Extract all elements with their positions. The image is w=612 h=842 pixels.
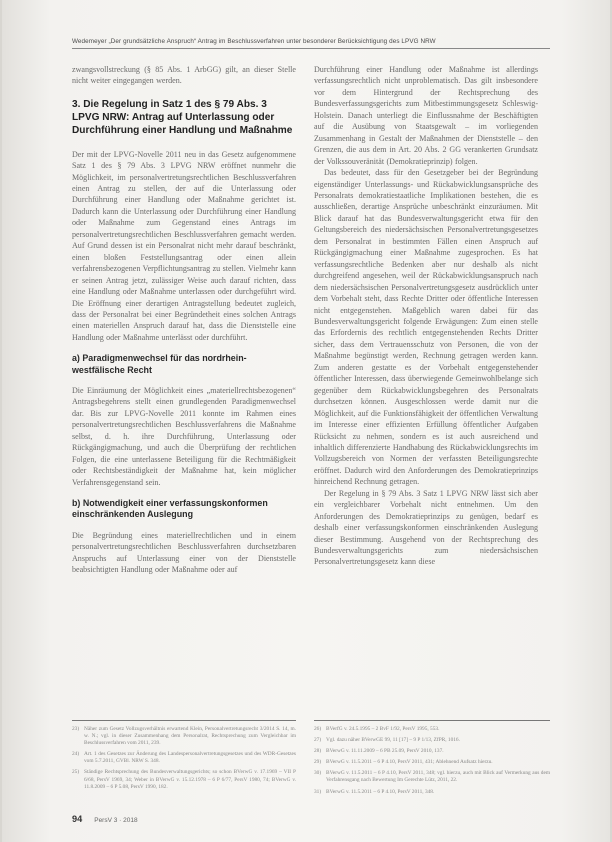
footnote — [314, 759, 550, 766]
subsection-heading: a) Paradigmenwechsel für das nordrhein-westfälische Recht — [72, 353, 247, 375]
text-column-right — [314, 64, 538, 568]
footnote — [314, 748, 550, 755]
footnote-number: 25) — [72, 769, 80, 776]
journal-issue: PersV 3 · 2018 — [94, 817, 138, 824]
footnote-text: BVerfG v. 24.5.1995 – 2 BvF 1/92, PersV 1995, 553. — [326, 726, 440, 732]
footnote-rule-left — [72, 720, 296, 721]
page-number: 94 — [72, 814, 83, 824]
footnote-number: 23) — [72, 726, 80, 732]
footnotes-left — [72, 726, 296, 795]
footnote-text: Art. 1 des Gesetzes zur Änderung des Landespersonalvertretungsgesetzes und des WDR-Gesetzes vom 5.7.2011, GVBl. NRW S. 348. — [84, 751, 296, 765]
paragraph: zwangsvollstreckung (§ 85 Abs. 1 ArbGG) gilt, an dieser Stelle nicht weiter eingegangen werden. — [72, 65, 296, 86]
paragraph: Das bedeutet, dass für den Gesetzgeber bei der Begründung eigenständiger Unterlassungs- und Rückabwicklungsansprüche des Personalrats demokratiestaatliche Implikationen bestehen, die es ausschließen, derartige Ansprüche unbeschränkt einzuräumen. Mit Blick darauf hat das Bundesverwaltungsgericht etwa für den Geltungsbereich des niedersächsischen Personalvertretungsgesetzes dem Personalrat in bestimmten Fällen einen Anspruch auf Rückgängigmachung einer Maßnahme zugesprochen. Es hat verfassungsrechtliche Bedenken aber nur deshalb als nicht durchgreifend angesehen, weil der Rückabwicklungsanspruch nach dem niedersächsischen Personalvertretungsgesetz ausdrücklich unter dem Vorbehalt steht, dass Rechte Dritter oder öffentliche Interessen nicht entgegenstehen. Maßgeblich waren dabei für das Bundesverwaltungsgericht folgende Erwägungen: Zum einen stelle das Erfordernis des rechtlich entgegenstehenden Rechts Dritter sicher, dass dem Vertrauensschutz von Personen, die von der Maßnahme begünstigt werden, Rechnung getragen werden kann. Zum anderen gestatte es der Vorbehalt entgegenstehender öffentlicher Interessen, dass überwiegende Gemeinwohlbelange sich gegenüber dem Rückabwicklungsbegehren des Personalrats durchsetzen können. Ausgeschlossen werde damit nur die Möglichkeit, auf die Funktionsfähigkeit der öffentlichen Verwaltung im Interesse einer effizienten Erfüllung öffentlicher Aufgaben Rücksicht zu nehmen, sondern es ist auch ausreichend und inhaltlich differenzierte Handhabung des Rückabwicklungsrechts im Vollzugsbereich von Normen der verfassten Beteiligungsrechte eröffnet. Dadurch wird den Anforderungen des Demokratieprinzips hinreichend Rechnung getragen. — [314, 168, 538, 487]
footnote-number: 24) — [72, 751, 80, 758]
running-head: Wedemeyer „Der grundsätzliche Anspruch“ Antrag im Beschlussverfahren unter besonderer Berücksichtigung des LPVG NRW — [72, 38, 436, 45]
footnote-text: BVerwG v. 11.11.2009 – 6 PB 25.09, PersV 2010, 137. — [326, 748, 444, 755]
paragraph: Die Einräumung der Möglichkeit eines „materiellrechtsbezogenen“ Antragsbegehrens stellt einen grundlegenden Paradigmenwechsel dar. Bis zur LPVG-Novelle 2011 konnte im Rahmen eines personalvertretungsrechtlichen Beschlussverfahrens die Maßnahme selbst, d. h. ihre Durchführung, Unterlassung oder Rückgängigmachung, und auch die Überprüfung der rechtlichen Folgen, die eine unterlassene Beteiligung für die Rechtmäßigkeit oder Rechtsbeständigkeit der Maßnahme hat, kein möglicher Verfahrensgegenstand sein. — [72, 385, 296, 487]
page-footer — [72, 814, 138, 824]
document-page — [2, 0, 610, 842]
footnote-number: 30) — [314, 770, 322, 777]
footnote-number: 29) — [314, 759, 322, 766]
footnote-number: 28) — [314, 748, 322, 755]
footnote — [72, 751, 296, 765]
footnote-number: 27) — [314, 737, 322, 744]
footnotes-right — [314, 726, 550, 800]
footnote-number: 26) — [314, 726, 322, 732]
footnote — [314, 737, 550, 744]
footnote-rule-right — [314, 720, 550, 721]
footnote-text: BVerwG v. 11.5.2011 – 6 P 4.10, PersV 2011, 348. — [326, 788, 435, 795]
footnote-text: BVerwG v. 11.5.2011 – 6 P 4.10, PersV 2011, 431; Ablehnend Aufsatz hierzu. — [326, 759, 493, 766]
footnote-text: Näher zum Gesetz Vollzugsverhältnis erwartend Klein, Personalvertretungsrecht 3/2014 S. 14, m. w. N.; vgl. in dieser Zusammenhang dem Personalrat, Rechtsprechung zum Vergleichbar im Beschlussverfahren vom 2011, 239. — [84, 726, 296, 747]
paragraph: Die Begründung eines materiellrechtlichen und in einem personalvertretungsrechtlichen Beschlussverfahren durchsetzbaren Anspruchs auf Unterlassung einer von der Dienststelle beabsichtigten Handlung oder Maßnahme oder auf — [72, 530, 296, 574]
footnote — [72, 769, 296, 790]
footnote-text: Vgl. dazu näher BVerwGE 99, 11 [17] – 9 P 1/13, ZfPR, 1016. — [326, 737, 460, 744]
footnote-text: BVerwG v. 11.5.2011 – 6 P 4.10, PersV 2011, 348; vgl. hierzu, auch mit Blick auf Vermerkung aus dem Verfahrensgang nach Bewertung Im Gerechte Lütz, 2011, 22. — [326, 770, 550, 784]
footnote — [314, 789, 550, 796]
footnote — [314, 770, 550, 784]
footnote — [72, 726, 296, 747]
paragraph: Der Regelung in § 79 Abs. 3 Satz 1 LPVG NRW lässt sich aber ein vergleichbarer Vorbehalt nicht entnehmen. Um den Anforderungen des Demokratieprinzips zu genügen, bedarf es deshalb einer verfassungskonformen einschränkenden Auslegung dieser Bestimmung. Ausgehend von der Rechtsprechung des Bundesverwaltungsgerichts zum niedersächsischen Personalvertretungsgesetz kann diese — [314, 488, 538, 567]
footnote-number: 31) — [314, 788, 322, 795]
text-column-left — [72, 64, 296, 575]
header-rule — [72, 48, 550, 49]
section-heading: 3. Die Regelung in Satz 1 des § 79 Abs. 3 LPVG NRW: Antrag auf Unterlassung oder Durchführung einer Handlung und Maßnahme — [72, 98, 293, 136]
footnote — [314, 726, 550, 733]
footnote-text: Ständige Rechtsprechung des Bundesverwaltungsgerichts; so schon BVerwG v. 17.1969 – VII P 6/68, PersV 1969, 34; Weber in BVerwG v. 15.12.1978 – 6 P 6/77, PersV 1980, 74; BVerwG v. 11.8.2009 – 6 P 5.08, PersV 1990, 182. — [84, 769, 296, 790]
subsection-heading: b) Notwendigkeit einer verfassungskonformen einschränkenden Auslegung — [72, 498, 268, 520]
paragraph: Der mit der LPVG-Novelle 2011 neu in das Gesetz aufgenommene Satz 1 des § 79 Abs. 3 LPVG NRW eröffnet nunmehr die Möglichkeit, im personalvertretungsrechtlichen Beschlussverfahren einen Antrag zu stellen, der auf die Unterlassung oder Durchführung einer Handlung oder Maßnahme gerichtet ist. Dadurch kann die Unterlassung oder Durchführung einer Handlung oder Maßnahme zum Gegenstand eines Antrags im personalvertretungsrechtlichen Beschlussverfahren gemacht werden. Auf Grund dessen ist ein Personalrat nicht mehr darauf beschränkt, einen bloßen Feststellungsantrag oder einen allein verfahrensbezogenen Verpflichtungsantrag zu stellen. Vielmehr kann er seinen Antrag jetzt, zulässiger Weise auch darauf richten, dass eine Handlung oder Maßnahme unterlassen oder durchgeführt wird. Die Eröffnung einer derartigen Antragstellung bedeutet zugleich, dass der Personalrat bei einer Begründetheit eines solchen Antrags einen materiellen Anspruch darauf hat, dass die Dienststelle eine Handlung oder Maßnahme unterlässt oder durchführt. — [72, 149, 296, 342]
paragraph: Durchführung einer Handlung oder Maßnahme ist allerdings verfassungsrechtlich nicht unproblematisch. Das gilt insbesondere vor dem Hintergrund der Rechtsprechung des Bundesverfassungsgerichts zum Mitbestimmungsgesetz Schleswig-Holstein. Danach unterliegt die Einflussnahme der Beschäftigten auf die Ausübung von Staatsgewalt – im vorliegenden Zusammenhang in Gestalt der Maßnahmen der Dienststelle – den Grenzen, die aus dem in Art. 20 Abs. 2 GG verankerten Grundsatz der Volkssouveränität (Demokratieprinzip) folgen. — [314, 65, 538, 166]
